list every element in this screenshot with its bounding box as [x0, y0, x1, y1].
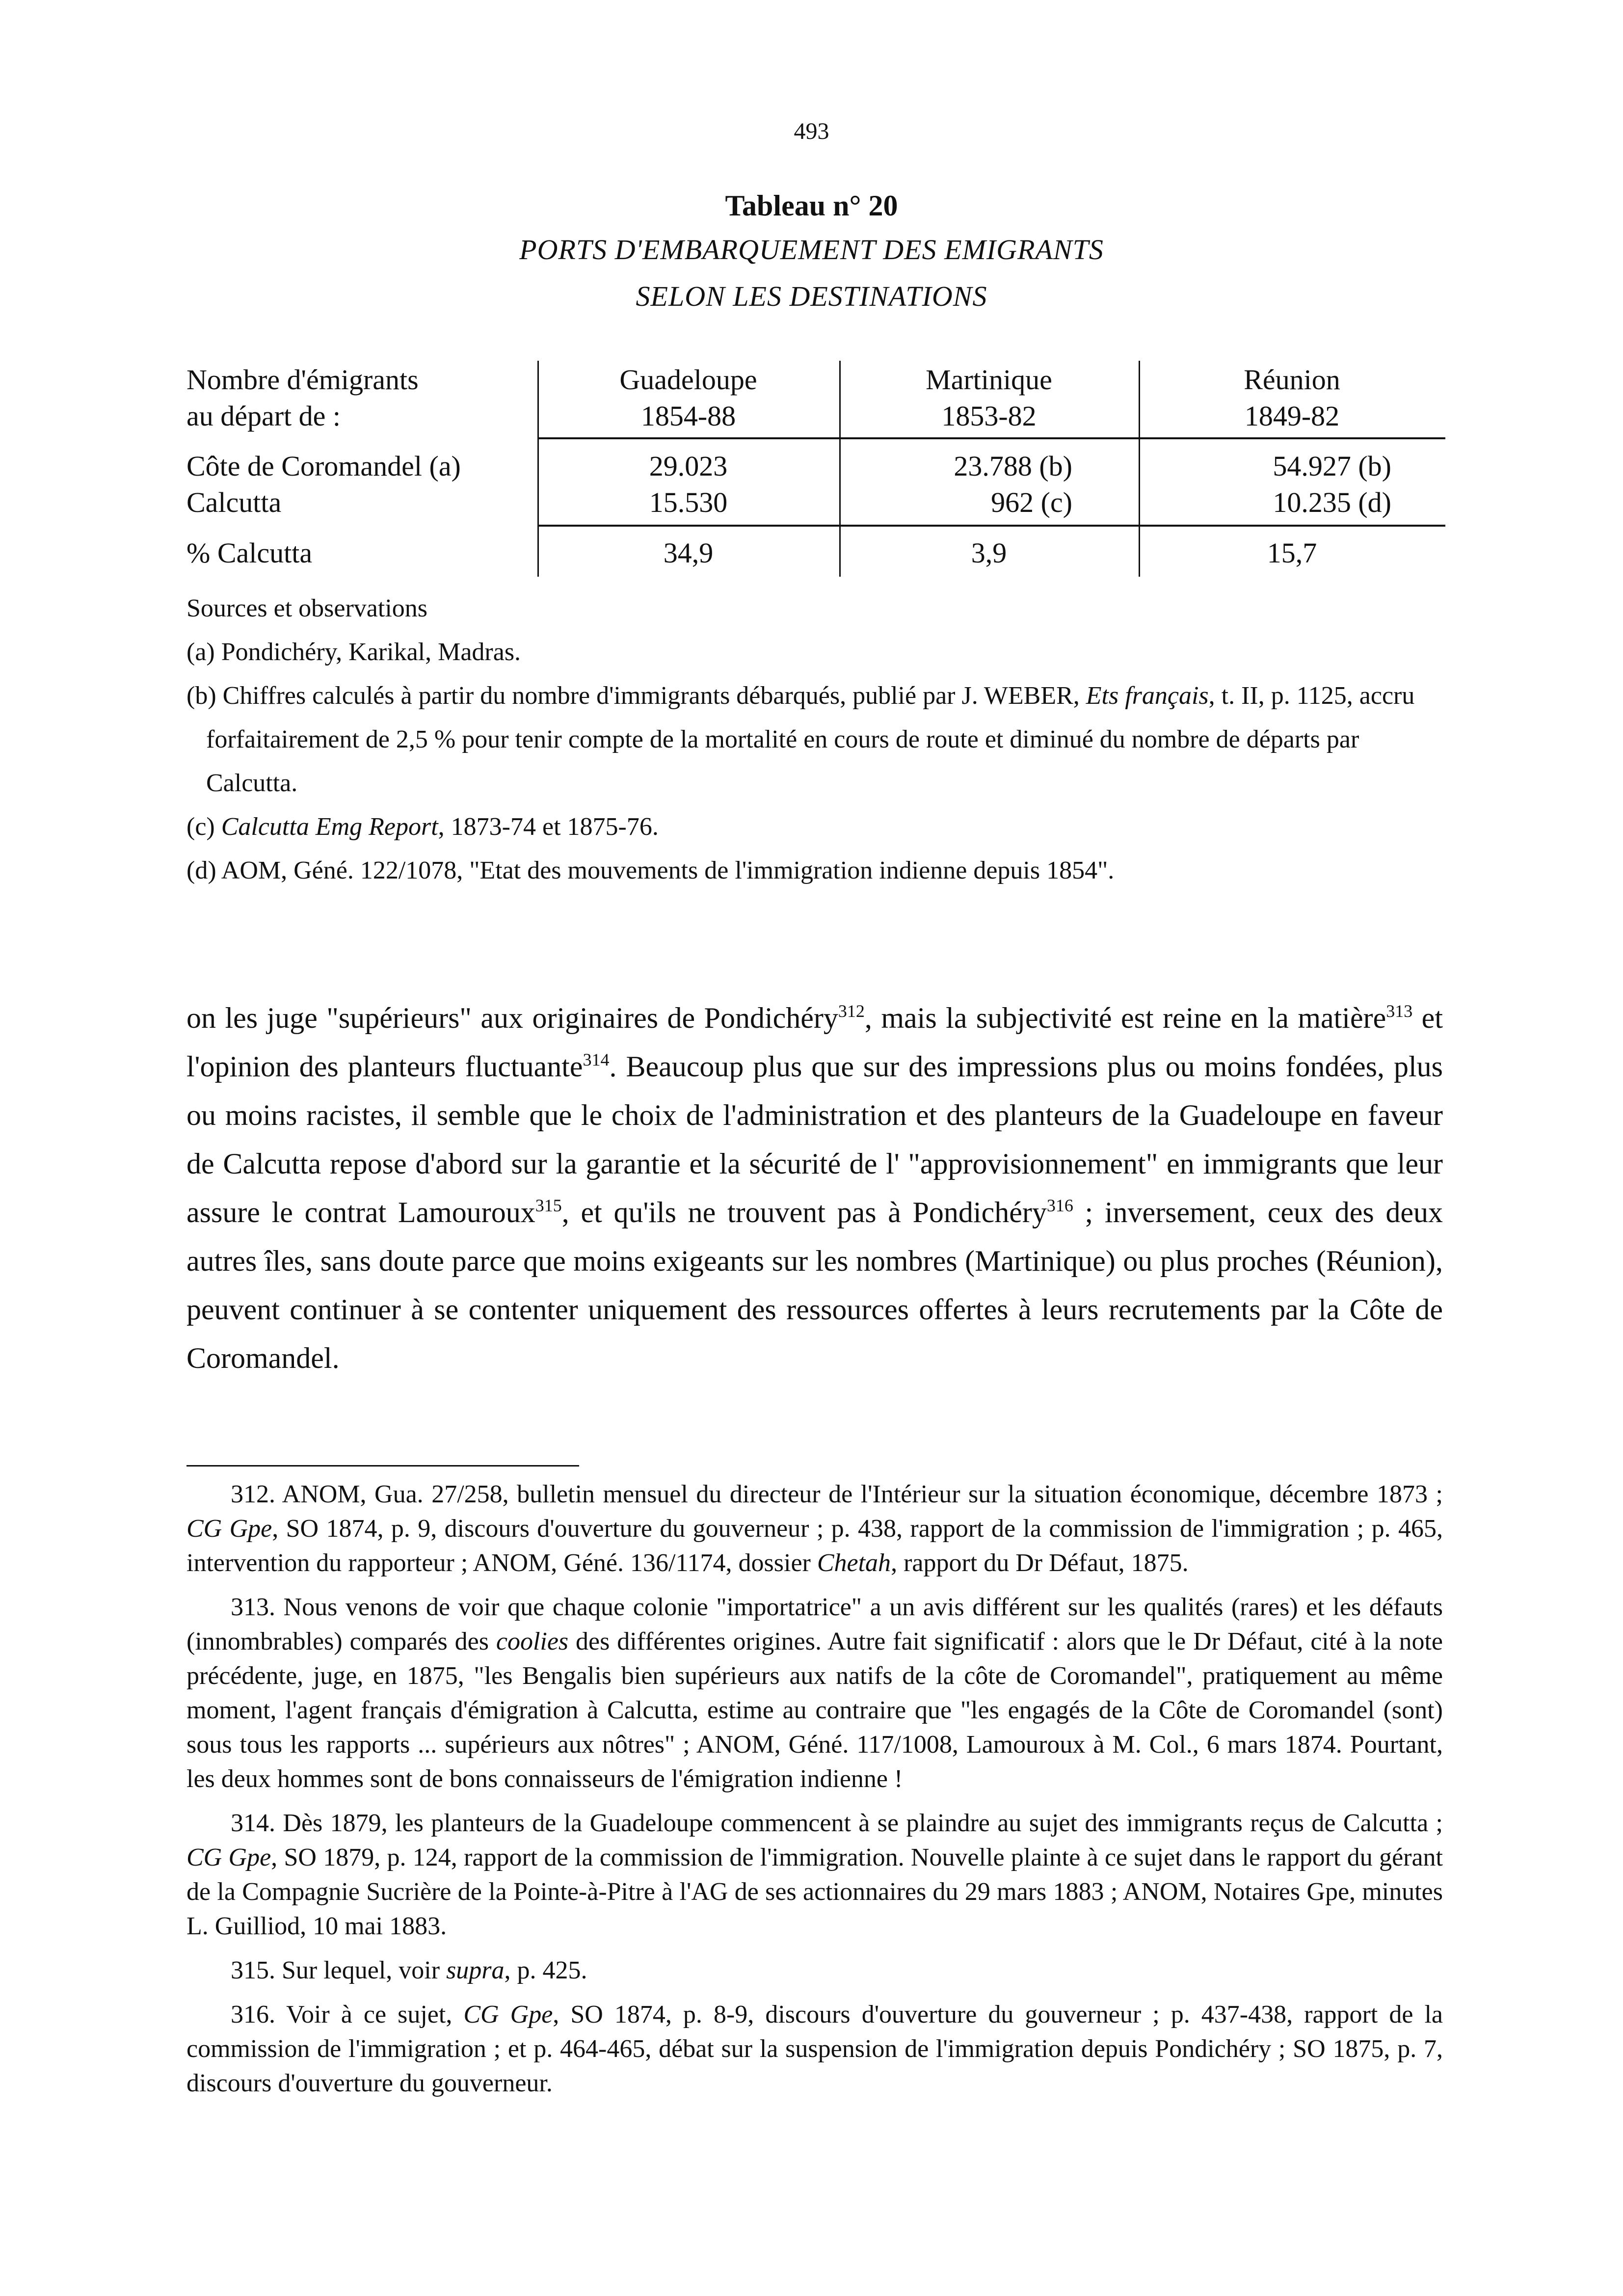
note-b [186, 674, 1443, 805]
footnote-315 [186, 1953, 1443, 1988]
cell-calcutta-guadeloupe: 15.530 [649, 486, 728, 518]
row-label-calcutta: Calcutta [186, 486, 282, 518]
footnote-315-italic: supra [446, 1956, 505, 1984]
table-subtitle-line-1: PORTS D'EMBARQUEMENT DES EMIGRANTS [519, 234, 1104, 266]
footnote-ref-314[interactable]: 314 [583, 1050, 610, 1069]
footnote-313-text-1: 313. Nous venons de voir que chaque colonie "importatrice" a un avis différent sur les qualités (rares) et les défauts (innombrables) comparés des [186, 1593, 1443, 1655]
table-rule-body [537, 525, 1445, 527]
column-period-reunion: 1849-82 [1244, 400, 1340, 432]
column-header-guadeloupe: Guadeloupe [619, 364, 757, 396]
emigrants-table [184, 361, 1445, 577]
cell-calcutta-reunion: 10.235 (d) [1273, 486, 1391, 518]
note-d: (d) AOM, Géné. 122/1078, "Etat des mouvements de l'immigration indienne depuis 1854". [186, 856, 1115, 884]
paragraph-text-2: , mais la subjectivité est reine en la matière [864, 1002, 1386, 1034]
footnote-316-text-1: 316. Voir à ce sujet, [231, 2001, 464, 2029]
page-number: 493 [794, 118, 829, 144]
footnote-315-text-1: 315. Sur lequel, voir [231, 1956, 447, 1984]
note-c-italic: Calcutta Emg Report [221, 813, 438, 841]
footnote-314-text-1: 314. Dès 1879, les planteurs de la Guadeloupe commencent à se plaindre au sujet des immigrants reçus de Calcutta ; [231, 1809, 1443, 1837]
cell-coromandel-guadeloupe: 29.023 [649, 450, 728, 482]
footnote-ref-313[interactable]: 313 [1386, 1001, 1413, 1021]
table-rule-header [537, 437, 1445, 439]
footnote-312-italic-2: Chetah [817, 1549, 891, 1577]
footnote-315-text-2: , p. 425. [504, 1956, 587, 1984]
paragraph-text-5: , et qu'ils ne trouvent pas à Pondichéry [561, 1196, 1047, 1228]
cell-percent-guadeloupe: 34,9 [663, 537, 714, 569]
note-b-text-2: , t. II, p. 1125, accru forfaitairement de 2,5 % pour tenir compte de la mortalité en cours de route et diminué du nombre de départs par Calcutta. [206, 682, 1415, 797]
footnote-313-italic: coolies [496, 1628, 569, 1655]
row-label-percent-calcutta: % Calcutta [186, 537, 313, 569]
paragraph-text-3: et l'opinion des planteurs fluctuante [186, 1002, 1443, 1083]
table-notes [186, 587, 1443, 892]
note-c-prefix: (c) [186, 813, 221, 841]
paragraph-text-1: on les juge "supérieurs" aux originaires de Pondichéry [186, 1002, 838, 1034]
note-b-italic: Ets français [1086, 682, 1209, 710]
footnote-312-text-2: , SO 1874, p. 9, discours d'ouverture du gouverneur ; p. 438, rapport de la commission de l'immigration ; p. 465, intervention du rapporteur ; ANOM, Géné. 136/1174, dossier [186, 1515, 1443, 1577]
column-period-guadeloupe: 1854-88 [640, 400, 736, 432]
body-paragraph [186, 994, 1443, 1383]
cell-percent-reunion: 15,7 [1267, 537, 1317, 569]
note-c-text: , 1873-74 et 1875-76. [438, 813, 659, 841]
header-label-line-1: Nombre d'émigrants [186, 364, 419, 396]
column-header-martinique: Martinique [926, 364, 1052, 396]
note-b-text-1: (b) Chiffres calculés à partir du nombre d'immigrants débarqués, publié par J. WEBER, [186, 682, 1086, 710]
footnote-312-italic-1: CG Gpe [186, 1515, 272, 1543]
table-subtitle-line-2: SELON LES DESTINATIONS [636, 280, 987, 312]
cell-percent-martinique: 3,9 [971, 537, 1007, 569]
row-label-coromandel: Côte de Coromandel (a) [186, 450, 461, 482]
cell-coromandel-reunion: 54.927 (b) [1273, 450, 1391, 482]
paragraph-text-6: ; inversement, ceux des deux autres îles, sans doute parce que moins exigeants sur les nombres (Martinique) ou plus proches (Réunion), peuvent continuer à se contenter uniquement des ressources offertes à leurs recrutements par la Côte de Coromandel. [186, 1196, 1443, 1374]
notes-heading: Sources et observations [186, 594, 428, 622]
note-a: (a) Pondichéry, Karikal, Madras. [186, 638, 521, 666]
footnote-312-text-3: , rapport du Dr Défaut, 1875. [891, 1549, 1189, 1577]
header-label-line-2: au départ de : [186, 400, 341, 432]
footnote-ref-312[interactable]: 312 [838, 1001, 865, 1021]
cell-calcutta-martinique: 962 (c) [991, 486, 1072, 518]
footnote-316-italic: CG Gpe [463, 2001, 553, 2029]
cell-coromandel-martinique: 23.788 (b) [954, 450, 1072, 482]
footnote-314 [186, 1806, 1443, 1944]
footnote-313-text-2: des différentes origines. Autre fait significatif : alors que le Dr Défaut, cité à la note précédente, juge, en 1875, "les Bengalis bien supérieurs aux natifs de la côte de Coromandel", pratiquement au même moment, l'agent français d'émigration à Calcutta, estime au contraire que "les engagés de la Côte de Coromandel (sont) sous tous les rapports ... supérieurs aux nôtres" ; ANOM, Géné. 117/1008, Lamouroux à M. Col., 6 mars 1874. Pourtant, les deux hommes sont de bons connaisseurs de l'émigration indienne ! [186, 1628, 1443, 1793]
footnote-ref-315[interactable]: 315 [535, 1196, 562, 1215]
footnote-316 [186, 1998, 1443, 2101]
table-title: Tableau n° 20 [725, 189, 898, 222]
note-c [186, 805, 1443, 849]
footnote-314-italic: CG Gpe [186, 1843, 271, 1871]
footnote-313 [186, 1590, 1443, 1796]
footnote-312-text-1: 312. ANOM, Gua. 27/258, bulletin mensuel du directeur de l'Intérieur sur la situation économique, décembre 1873 ; [231, 1480, 1443, 1508]
footnote-314-text-2: , SO 1879, p. 124, rapport de la commission de l'immigration. Nouvelle plainte à ce sujet dans le rapport du gérant de la Compagnie Sucrière de la Pointe-à-Pitre à l'AG de ses actionnaires du 29 mars 1883 ; ANOM, Notaires Gpe, minutes L. Guilliod, 10 mai 1883. [186, 1843, 1443, 1940]
column-period-martinique: 1853-82 [941, 400, 1037, 432]
footnote-separator [186, 1465, 579, 1467]
footnote-ref-316[interactable]: 316 [1046, 1196, 1073, 1215]
column-header-reunion: Réunion [1244, 364, 1340, 396]
paragraph-text-4: . Beaucoup plus que sur des impressions plus ou moins fondées, plus ou moins racistes, il semble que le choix de l'administration et des planteurs de la Guadeloupe en faveur de Calcutta repose d'abord sur la garantie et la sécurité de l' "approvisionnement" en immigrants que leur assure le contrat Lamouroux [186, 1050, 1443, 1228]
footnotes [186, 1477, 1443, 2110]
footnote-312 [186, 1477, 1443, 1580]
footnote-316-text-2: , SO 1874, p. 8-9, discours d'ouverture du gouverneur ; p. 437-438, rapport de la commission de l'immigration ; et p. 464-465, débat sur la suspension de l'immigration depuis Pondichéry ; SO 1875, p. 7, discours d'ouverture du gouverneur. [186, 2001, 1443, 2097]
